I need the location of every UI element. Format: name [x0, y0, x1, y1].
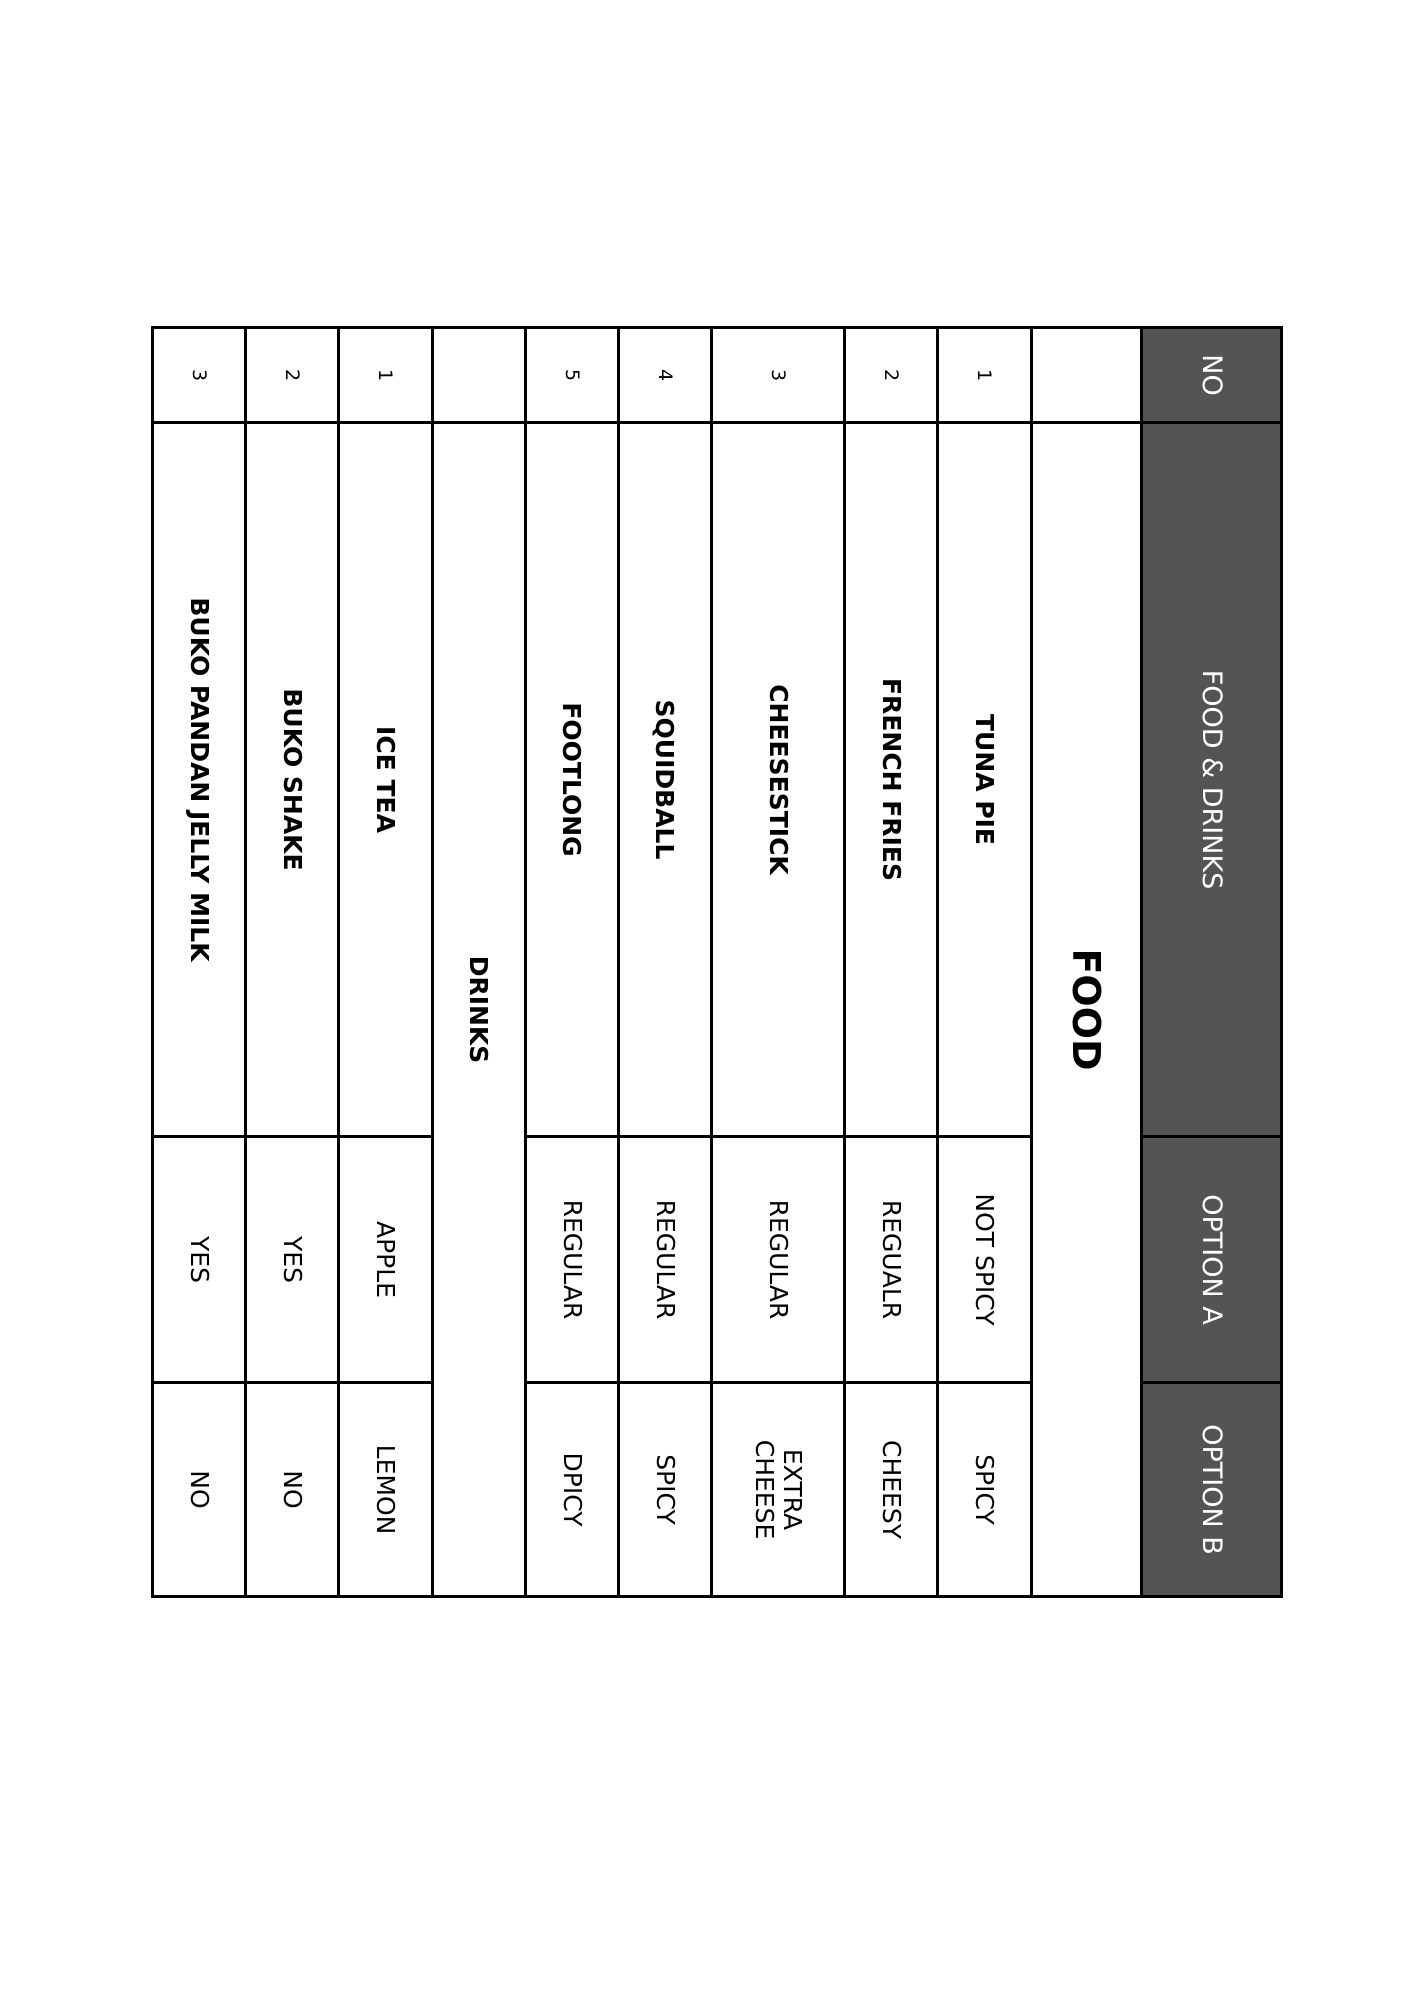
food-section-row	[1031, 328, 1141, 1597]
table-row	[339, 328, 432, 1597]
option-a-value: REGUALR	[845, 1137, 938, 1383]
drinks-section-no-cell	[432, 328, 525, 423]
item-name: FOOTLONG	[525, 423, 618, 1137]
option-a-value: APPLE	[339, 1137, 432, 1383]
table-row	[618, 328, 711, 1597]
option-a-value: REGULAR	[618, 1137, 711, 1383]
drinks-section-label: DRINKS	[432, 423, 525, 1597]
header-option-b: OPTION B	[1141, 1383, 1281, 1597]
item-name: SQUIDBALL	[618, 423, 711, 1137]
row-number: 3	[712, 328, 845, 423]
table-row	[845, 328, 938, 1597]
option-a-value: YES	[153, 1137, 246, 1383]
option-b-value: SPICY	[618, 1383, 711, 1597]
rotated-table-wrapper	[151, 326, 1283, 1595]
option-a-value: REGULAR	[525, 1137, 618, 1383]
header-option-a: OPTION A	[1141, 1137, 1281, 1383]
row-number: 4	[618, 328, 711, 423]
food-section-no-cell	[1031, 328, 1141, 423]
item-name: FRENCH FRIES	[845, 423, 938, 1137]
item-name: BUKO SHAKE	[246, 423, 339, 1137]
row-number: 1	[938, 328, 1031, 423]
row-number: 2	[246, 328, 339, 423]
item-name: BUKO PANDAN JELLY MILK	[153, 423, 246, 1137]
menu-table	[151, 326, 1283, 1598]
header-no: NO	[1141, 328, 1281, 423]
row-number: 2	[845, 328, 938, 423]
item-name: CHEESESTICK	[712, 423, 845, 1137]
food-section-label: FOOD	[1031, 423, 1141, 1597]
option-a-value: REGULAR	[712, 1137, 845, 1383]
option-b-value: LEMON	[339, 1383, 432, 1597]
row-number: 1	[339, 328, 432, 423]
option-b-value: NO	[246, 1383, 339, 1597]
table-row	[938, 328, 1031, 1597]
option-a-value: YES	[246, 1137, 339, 1383]
row-number: 3	[153, 328, 246, 423]
header-food-drinks: FOOD & DRINKS	[1141, 423, 1281, 1137]
item-name: TUNA PIE	[938, 423, 1031, 1137]
option-b-value: CHEESY	[845, 1383, 938, 1597]
item-name: ICE TEA	[339, 423, 432, 1137]
row-number: 5	[525, 328, 618, 423]
table-header-row	[1141, 328, 1281, 1597]
table-row	[712, 328, 845, 1597]
option-b-value: DPICY	[525, 1383, 618, 1597]
table-row	[525, 328, 618, 1597]
drinks-section-row	[432, 328, 525, 1597]
table-row	[153, 328, 246, 1597]
table-row	[246, 328, 339, 1597]
option-b-value: NO	[153, 1383, 246, 1597]
option-b-value: SPICY	[938, 1383, 1031, 1597]
option-b-value: EXTRA CHEESE	[712, 1383, 845, 1597]
option-a-value: NOT SPICY	[938, 1137, 1031, 1383]
